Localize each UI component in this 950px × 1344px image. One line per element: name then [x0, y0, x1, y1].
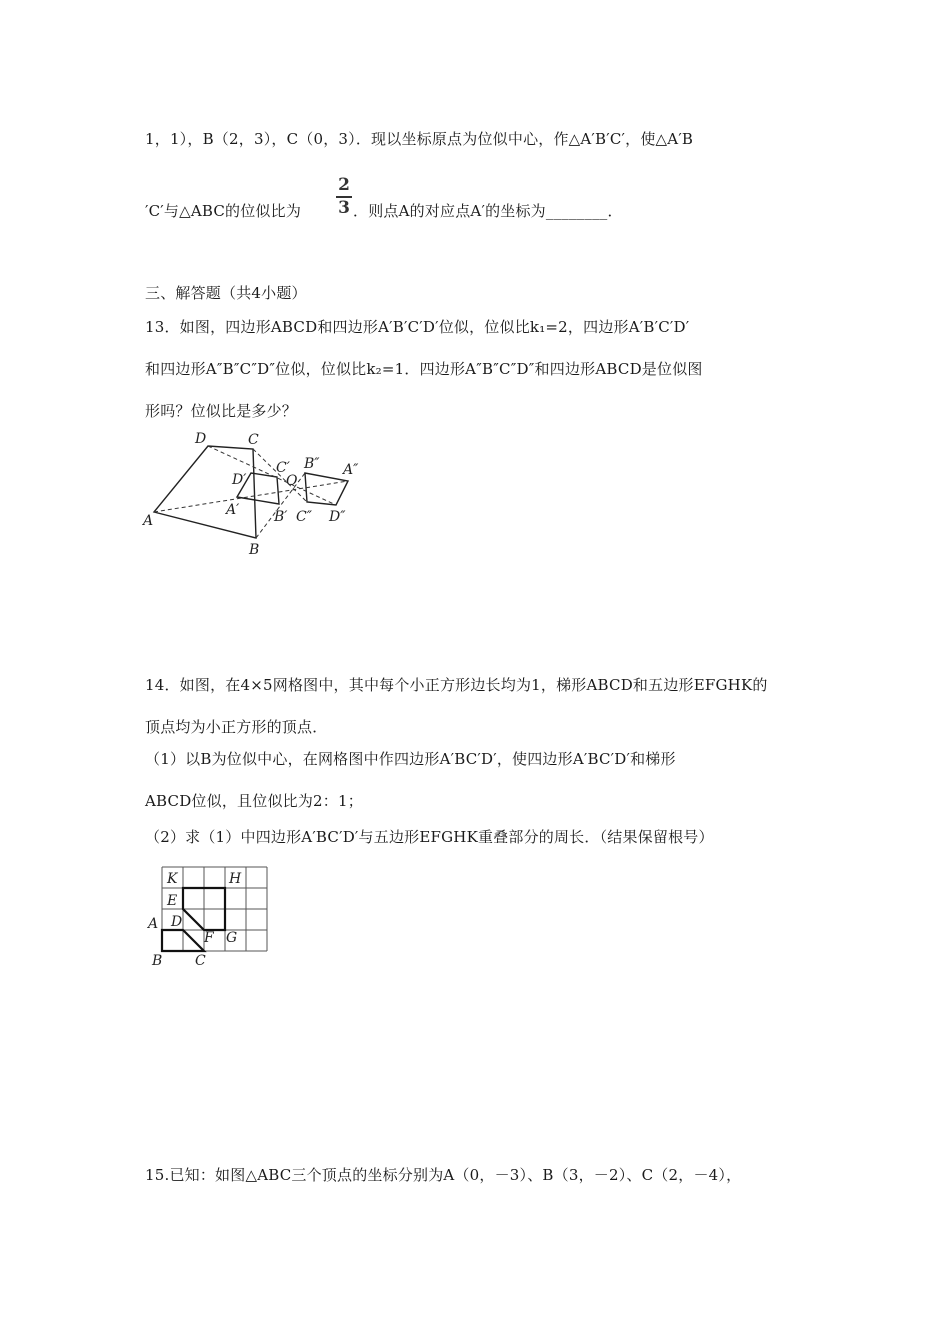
label-h: H	[229, 871, 242, 887]
label-o: O	[286, 473, 298, 489]
q13-line-3: 形吗？位似比是多少？	[145, 402, 298, 420]
label-d2: D″	[329, 509, 346, 525]
q14-line-4: ABCD位似，且位似比为2：1；	[145, 792, 363, 810]
label-c: C	[195, 953, 206, 969]
label-b: B	[152, 953, 163, 969]
label-f: F	[204, 930, 214, 946]
label-d: D	[171, 914, 183, 930]
fraction-two-thirds	[336, 176, 352, 218]
label-d1: D′	[232, 472, 247, 488]
q14-line-3: （1）以B为位似中心，在网格图中作四边形A′BC′D′，使四边形A′BC′D′和梯形	[145, 750, 676, 768]
q13-line-1: 13．如图，四边形ABCD和四边形A′B′C′D′位似，位似比k₁=2，四边形A′B′C′D′	[145, 318, 690, 336]
q14-line-2: 顶点均为小正方形的顶点．	[145, 718, 328, 736]
label-c2: C″	[296, 509, 312, 525]
q14-line-1: 14．如图，在4×5网格图中，其中每个小正方形边长均为1，梯形ABCD和五边形EFGHK的	[145, 676, 768, 694]
label-e: E	[167, 893, 178, 909]
q12-line-2b: ．则点A的对应点A′的坐标为________．	[353, 202, 623, 220]
label-d: D	[195, 431, 207, 447]
quad-a2b2c2d2	[305, 473, 348, 505]
label-g: G	[226, 930, 238, 946]
label-a: A	[148, 916, 159, 932]
label-c: C	[248, 432, 259, 448]
fraction-numerator: 2	[338, 175, 350, 195]
label-a2: A″	[343, 462, 359, 478]
label-b2: B″	[304, 456, 320, 472]
q15-line-1: 15.已知：如图△ABC三个顶点的坐标分别为A（0，－3）、B（3，－2）、C（2，－4），	[145, 1166, 742, 1184]
q14-line-5: （2）求（1）中四边形A′BC′D′与五边形EFGHK重叠部分的周长．（结果保留根号）	[145, 828, 714, 846]
label-k: K	[167, 871, 178, 887]
q13-line-2: 和四边形A″B″C″D″位似，位似比k₂=1．四边形A″B″C″D″和四边形ABCD是位似图	[145, 360, 703, 378]
label-c1: C′	[276, 460, 290, 476]
label-a: A	[143, 513, 154, 529]
q13-figure	[140, 425, 370, 560]
label-a1: A′	[226, 502, 240, 518]
label-b: B	[249, 542, 260, 558]
section-3-title: 三、解答题（共4小题）	[145, 284, 307, 302]
q12-line-2a: ′C′与△ABC的位似比为	[145, 202, 302, 220]
label-b1: B′	[274, 509, 288, 525]
fraction-denominator: 3	[338, 197, 350, 218]
q14-figure	[145, 858, 275, 970]
q12-line-1: 1，1），B（2，3），C（0，3）．现以坐标原点为位似中心，作△A′B′C′，使△A′B	[145, 130, 694, 148]
